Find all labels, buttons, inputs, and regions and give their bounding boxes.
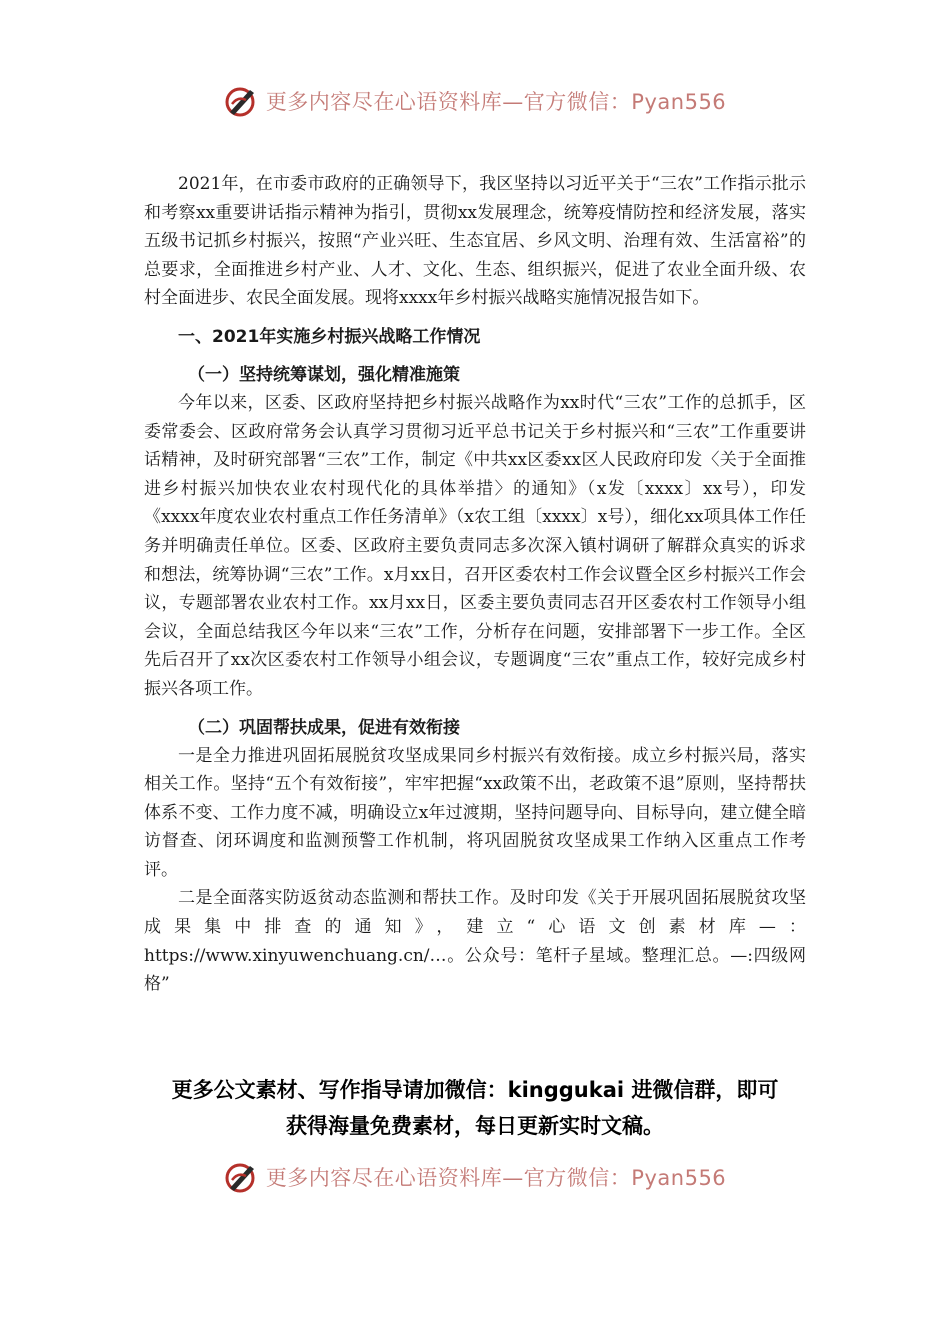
section-heading: 一、2021年实施乡村振兴战略工作情况: [178, 326, 481, 347]
banner-text-footer: 更多内容尽在心语资料库—官方微信：Pyan556: [265, 1166, 727, 1190]
subsection-2-paragraph-2: 二是全面落实防返贫动态监测和帮扶工作。及时印发《关于开展巩固拓展脱贫攻坚成果集中排查的通知》，建立“心语文创素材库—：https://www.xinyuwenchuang.cn/…。公众号：笔杆子星域。整理汇总。—:四级网格”: [144, 888, 806, 995]
intro-paragraph: 2021年，在市委市政府的正确领导下，我区坚持以习近平关于“三农”工作指示批示和考察xx重要讲话指示精神为指引，贯彻xx发展理念，统筹疫情防控和经济发展，落实五级书记抓乡村振兴，按照“产业兴旺、生态宜居、乡风文明、治理有效、生活富裕”的总要求，全面推进乡村产业、人才、文化、生态、组织振兴，促进了农业全面升级、农村全面进步、农民全面发展。现将xxxx年乡村振兴战略实施情况报告如下。: [144, 174, 806, 309]
subsection-heading-1: （一）坚持统筹谋划，强化精准施策: [188, 364, 460, 385]
footer-banner: [0, 1160, 950, 1194]
promo-line-2: 获得海量免费素材，每日更新实时文稿。: [286, 1114, 664, 1138]
banner-text: 更多内容尽在心语资料库—官方微信：Pyan556: [265, 90, 727, 114]
subsection-heading-2: （二）巩固帮扶成果，促进有效衔接: [188, 717, 460, 738]
pen-logo-icon: [224, 84, 258, 118]
document-body: [144, 170, 806, 999]
pen-logo-icon: [224, 1160, 258, 1194]
subsection-2-paragraph-1: 一是全力推进巩固拓展脱贫攻坚成果同乡村振兴有效衔接。成立乡村振兴局，落实相关工作。坚持“五个有效衔接”，牢牢把握“xx政策不出，老政策不退”原则，坚持帮扶体系不变、工作力度不减，明确设立x年过渡期，坚持问题导向、目标导向，建立健全暗访督查、闭环调度和监测预警工作机制，将巩固脱贫攻坚成果工作纳入区重点工作考评。: [144, 745, 806, 880]
subsection-1-paragraph: 今年以来，区委、区政府坚持把乡村振兴战略作为xx时代“三农”工作的总抓手，区委常委会、区政府常务会认真学习贯彻习近平总书记关于乡村振兴和“三农”工作重要讲话精神，及时研究部署“三农”工作，制定《中共xx区委xx区人民政府印发〈关于全面推进乡村振兴加快农业农村现代化的具体举措〉的通知》（x发〔xxxx〕xx号），印发《xxxx年度农业农村重点工作任务清单》（x农工组〔xxxx〕x号），细化xx项具体工作任务并明确责任单位。区委、区政府主要负责同志多次深入镇村调研了解群众真实的诉求和想法，统筹协调“三农”工作。x月xx日，召开区委农村工作会议暨全区乡村振兴工作会议，专题部署农业农村工作。xx月xx日，区委主要负责同志召开区委农村工作领导小组会议，全面总结我区今年以来“三农”工作，分析存在问题，安排部署下一步工作。全区先后召开了xx次区委农村工作领导小组会议，专题调度“三农”重点工作，较好完成乡村振兴各项工作。: [144, 392, 806, 699]
header-banner: [0, 84, 950, 118]
promo-line-1: 更多公文素材、写作指导请加微信：kinggukai 进微信群，即可: [171, 1078, 779, 1102]
promo-notice: [120, 1072, 830, 1144]
